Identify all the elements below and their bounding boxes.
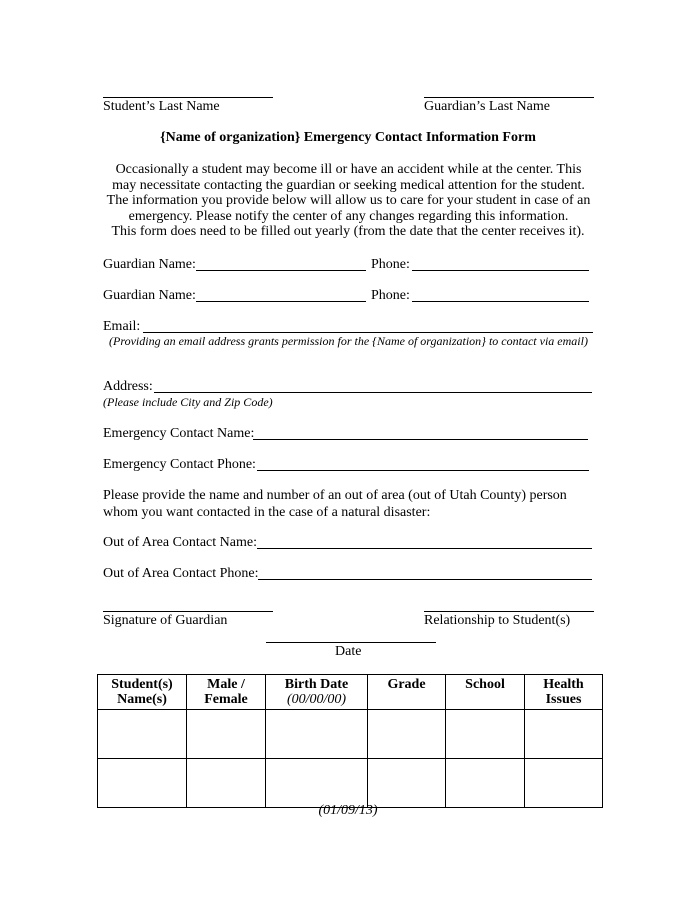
phone-1-label: Phone: bbox=[371, 257, 410, 272]
phone-1-field[interactable] bbox=[412, 270, 589, 271]
out-of-area-name-label: Out of Area Contact Name: bbox=[103, 535, 257, 550]
table-cell[interactable] bbox=[446, 759, 525, 808]
intro-yearly-note: This form does need to be filled out yearly (from the date that the center receives it). bbox=[111, 224, 585, 239]
email-field[interactable] bbox=[143, 332, 593, 333]
table-cell[interactable] bbox=[187, 759, 266, 808]
table-cell[interactable] bbox=[446, 710, 525, 759]
email-permission-note: (Providing an email address grants permission for the {Name of organization} to contact via email) bbox=[109, 334, 588, 348]
date-line[interactable] bbox=[266, 642, 436, 643]
student-info-table bbox=[97, 674, 603, 808]
phone-2-label: Phone: bbox=[371, 288, 410, 303]
phone-2-field[interactable] bbox=[412, 301, 589, 302]
table-cell[interactable] bbox=[368, 710, 446, 759]
header-health-issues-line2: Issues bbox=[545, 692, 582, 707]
guardian-signature-line[interactable] bbox=[103, 611, 273, 612]
address-field[interactable] bbox=[154, 392, 592, 393]
table-cell[interactable] bbox=[98, 759, 187, 808]
relationship-line[interactable] bbox=[424, 611, 594, 612]
student-last-name-label: Student’s Last Name bbox=[103, 99, 220, 114]
header-birth-date-format: (00/00/00) bbox=[286, 692, 347, 707]
header-student-names bbox=[98, 675, 187, 710]
guardian-name-1-field[interactable] bbox=[196, 270, 366, 271]
table-cell[interactable] bbox=[368, 759, 446, 808]
out-of-area-prompt: Please provide the name and number of an out of area (out of Utah County) person whom you want contacted in the case of a natural disaster: bbox=[103, 488, 567, 520]
header-birth-date-line1: Birth Date bbox=[284, 677, 349, 692]
header-birth-date bbox=[266, 675, 368, 710]
header-health-issues-line1: Health bbox=[543, 677, 584, 692]
email-label: Email: bbox=[103, 319, 141, 334]
table-cell[interactable] bbox=[266, 710, 368, 759]
header-student-names-line1: Student(s) bbox=[111, 677, 173, 692]
intro-paragraph: Occasionally a student may become ill or have an accident while at the center. This may necessitate contacting the guardian or seeking medical attention for the student. The information you provide below will allow us to care for your student in case of an emergency. Please notify the center of any changes regarding this information. bbox=[106, 162, 591, 224]
relationship-label: Relationship to Student(s) bbox=[424, 613, 571, 628]
emergency-contact-name-label: Emergency Contact Name: bbox=[103, 426, 255, 441]
form-title: {Name of organization} Emergency Contact Information Form bbox=[160, 130, 536, 145]
header-health-issues bbox=[525, 675, 603, 710]
header-school-label: School bbox=[465, 677, 505, 692]
header-grade bbox=[368, 675, 446, 710]
out-of-area-name-field[interactable] bbox=[257, 548, 592, 549]
table-cell[interactable] bbox=[187, 710, 266, 759]
student-last-name-line[interactable] bbox=[103, 97, 273, 98]
table-cell[interactable] bbox=[525, 759, 603, 808]
table-header-row bbox=[98, 675, 603, 710]
footer-revision-date: (01/09/13) bbox=[318, 803, 378, 818]
header-male-female-line1: Male / bbox=[207, 677, 245, 692]
header-grade-label: Grade bbox=[387, 677, 426, 692]
guardian-last-name-line[interactable] bbox=[424, 97, 594, 98]
address-note: (Please include City and Zip Code) bbox=[103, 395, 273, 409]
header-school bbox=[446, 675, 525, 710]
table-row bbox=[98, 759, 603, 808]
table-cell[interactable] bbox=[525, 710, 603, 759]
guardian-name-2-field[interactable] bbox=[196, 301, 366, 302]
header-male-female-line2: Female bbox=[204, 692, 248, 707]
address-label: Address: bbox=[103, 379, 153, 394]
guardian-last-name-label: Guardian’s Last Name bbox=[424, 99, 550, 114]
out-of-area-phone-field[interactable] bbox=[258, 579, 592, 580]
out-of-area-phone-label: Out of Area Contact Phone: bbox=[103, 566, 259, 581]
emergency-contact-phone-field[interactable] bbox=[257, 470, 589, 471]
header-student-names-line2: Name(s) bbox=[117, 692, 167, 707]
emergency-contact-phone-label: Emergency Contact Phone: bbox=[103, 457, 256, 472]
emergency-contact-name-field[interactable] bbox=[253, 439, 588, 440]
date-label: Date bbox=[335, 644, 362, 659]
table-row bbox=[98, 710, 603, 759]
guardian-signature-label: Signature of Guardian bbox=[103, 613, 228, 628]
table-cell[interactable] bbox=[98, 710, 187, 759]
guardian-name-2-label: Guardian Name: bbox=[103, 288, 196, 303]
guardian-name-1-label: Guardian Name: bbox=[103, 257, 196, 272]
header-male-female bbox=[187, 675, 266, 710]
table-cell[interactable] bbox=[266, 759, 368, 808]
